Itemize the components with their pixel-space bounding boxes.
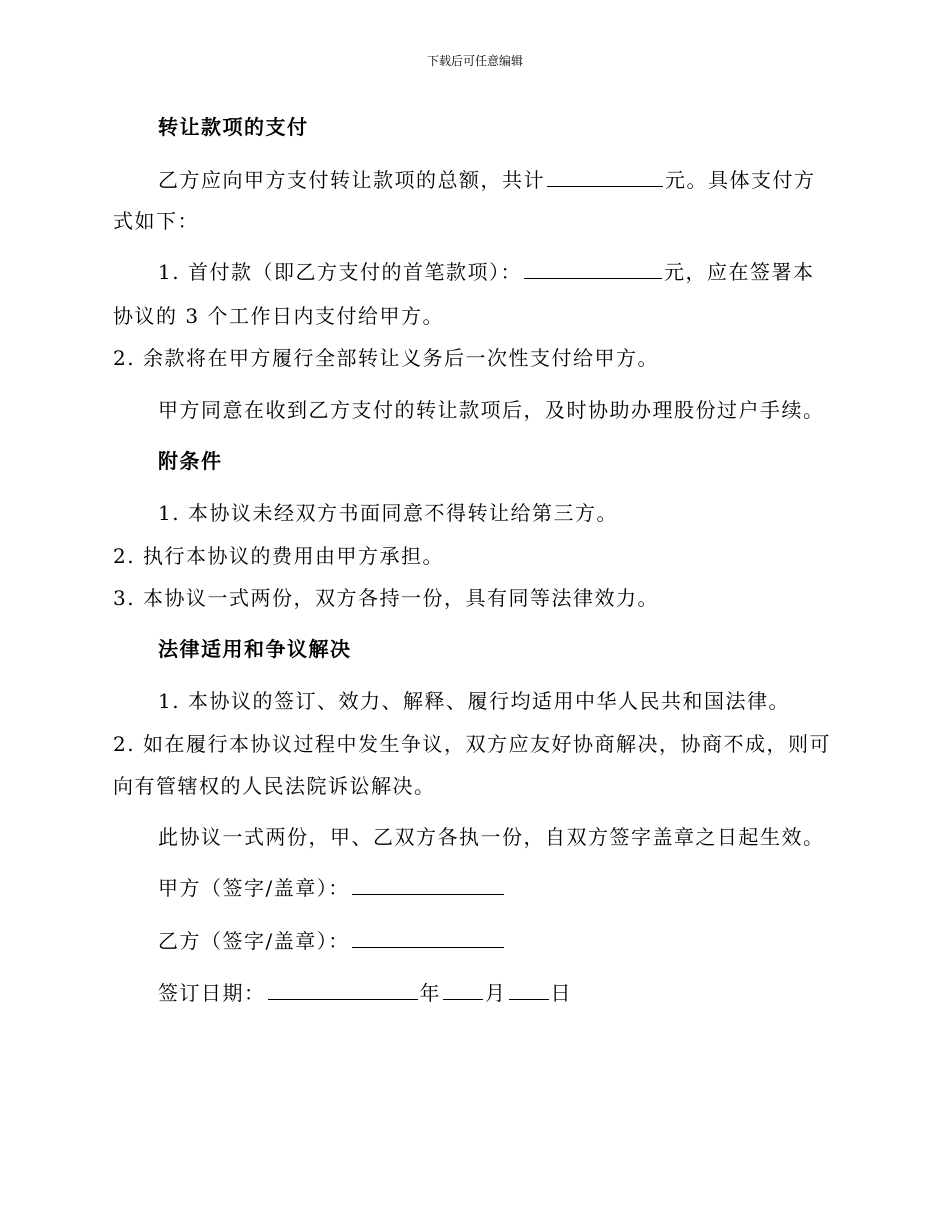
payment-item-1-line-1 (158, 258, 814, 286)
condition-item-2: 2. 执行本协议的费用由甲方承担。 (113, 544, 444, 568)
condition-item-3: 3. 本协议一式两份，双方各持一份，具有同等法律效力。 (113, 586, 659, 610)
effect-statement: 此协议一式两份，甲、乙双方各执一份，自双方签字盖章之日起生效。 (158, 825, 825, 849)
page-header-note: 下载后可任意编辑 (426, 54, 523, 68)
law-item-1: 1. 本协议的签订、效力、解释、履行均适用中华人民共和国法律。 (158, 689, 790, 713)
month-label: 月 (485, 981, 507, 1005)
party-a-label: 甲方（签字/盖章）： (158, 876, 350, 900)
section-title-law: 法律适用和争议解决 (158, 637, 352, 661)
law-item-2-line-2: 向有管辖权的人民法院诉讼解决。 (113, 774, 436, 798)
party-b-label: 乙方（签字/盖章）： (158, 929, 350, 953)
payment-item-2: 2. 余款将在甲方履行全部转让义务后一次性支付给甲方。 (113, 346, 659, 370)
party-a-signature-blank[interactable] (352, 876, 504, 895)
down-payment-blank[interactable] (524, 260, 662, 279)
payment-paragraph-line-2: 式如下： (113, 209, 199, 233)
party-b-signature-line (158, 927, 506, 955)
text: 元，应在签署本 (663, 260, 815, 284)
text: 元。具体支付方 (665, 168, 816, 192)
section-title-payment: 转让款项的支付 (158, 115, 309, 139)
year-label: 年 (419, 981, 441, 1005)
condition-item-1: 1. 本协议未经双方书面同意不得转让给第三方。 (158, 501, 618, 525)
date-label: 签订日期： (158, 981, 266, 1005)
payment-paragraph-line-1 (158, 166, 816, 194)
party-a-signature-line (158, 874, 506, 902)
month-blank[interactable] (443, 981, 483, 1000)
year-blank[interactable] (268, 981, 418, 1000)
payment-transfer-paragraph: 甲方同意在收到乙方支付的转让款项后，及时协助办理股份过户手续。 (158, 398, 825, 422)
signing-date-line (158, 979, 572, 1007)
text: 乙方应向甲方支付转让款项的总额，共计 (158, 168, 545, 192)
section-title-conditions: 附条件 (158, 449, 223, 473)
law-item-2-line-1: 2. 如在履行本协议过程中发生争议，双方应友好协商解决，协商不成，则可 (113, 732, 831, 756)
payment-item-1-line-2: 协议的 3 个工作日内支付给甲方。 (113, 304, 444, 328)
text: 1. 首付款（即乙方支付的首笔款项）： (158, 260, 522, 284)
day-blank[interactable] (509, 981, 549, 1000)
day-label: 日 (550, 981, 572, 1005)
party-b-signature-blank[interactable] (352, 929, 504, 948)
total-amount-blank[interactable] (547, 168, 663, 187)
